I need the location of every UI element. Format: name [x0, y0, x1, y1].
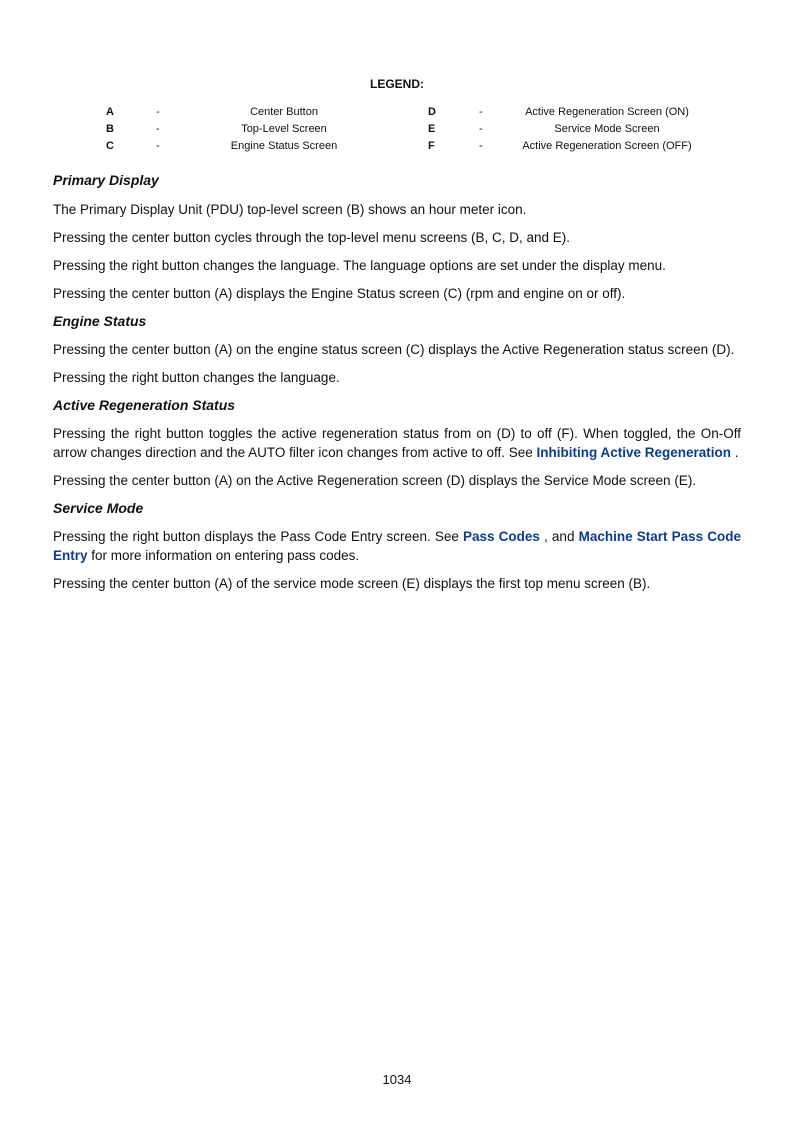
heading-service-mode: Service Mode [53, 500, 144, 516]
legend-letter: E [428, 123, 436, 135]
heading-engine-status: Engine Status [53, 313, 147, 329]
paragraph-text: Pressing the right button displays the Pass Code Entry screen. See [53, 529, 464, 544]
legend-letter: A [106, 106, 114, 118]
paragraph: Pressing the right button changes the language. [53, 370, 340, 385]
legend-dash: - [479, 140, 483, 152]
legend-dash: - [479, 123, 483, 135]
legend-title: LEGEND: [370, 77, 424, 91]
legend-description: Service Mode Screen [554, 123, 660, 135]
legend-dash: - [156, 106, 160, 118]
heading-primary-display: Primary Display [53, 172, 159, 188]
paragraph: The Primary Display Unit (PDU) top-level screen (B) shows an hour meter icon. [53, 202, 527, 217]
legend-dash: - [156, 140, 160, 152]
paragraph-text: for more information on entering pass codes. [87, 548, 360, 563]
paragraph: Pressing the center button (A) on the Active Regeneration screen (D) displays the Service Mode screen (E). [53, 473, 697, 488]
legend-description: Engine Status Screen [230, 140, 338, 152]
legend-letter: C [106, 140, 114, 152]
paragraph-text: . [731, 445, 739, 460]
legend-row [0, 123, 794, 139]
legend-letter: F [428, 140, 435, 152]
paragraph: Pressing the center button (A) displays the Engine Status screen (C) (rpm and engine on or off). [53, 286, 626, 301]
legend-dash: - [156, 123, 160, 135]
paragraph: Pressing the center button (A) of the service mode screen (E) displays the first top menu screen (B). [53, 576, 651, 591]
paragraph [53, 527, 741, 565]
paragraph-text: , and [539, 529, 579, 544]
legend-row [0, 140, 794, 156]
legend-dash: - [479, 106, 483, 118]
paragraph: Pressing the right button changes the language. The language options are set under the display menu. [53, 258, 666, 273]
link-pass-codes[interactable]: Pass Codes [463, 529, 540, 544]
legend-letter: B [106, 123, 114, 135]
document-body [53, 170, 741, 593]
paragraph [53, 424, 741, 462]
legend-description: Active Regeneration Screen (ON) [525, 106, 689, 118]
paragraph: Pressing the center button cycles through the top-level menu screens (B, C, D, and E). [53, 230, 571, 245]
legend-letter: D [428, 106, 436, 118]
legend-row [0, 106, 794, 122]
paragraph-text: Pressing the right button toggles the active regeneration status from on (D) to off (F). When toggled, the On-Off arrow changes direction and the AUTO filter icon changes from active to off. See [53, 426, 741, 460]
link-inhibiting-active-regeneration[interactable]: Inhibiting Active Regeneration [536, 445, 732, 460]
link-machine-start-pass-code-entry[interactable]: Machine Start Pass Code Entry [53, 529, 741, 563]
paragraph: Pressing the center button (A) on the engine status screen (C) displays the Active Regeneration status screen (D). [53, 342, 735, 357]
legend-description: Active Regeneration Screen (OFF) [522, 140, 692, 152]
page-number: 1034 [382, 1072, 412, 1087]
legend-description: Center Button [250, 106, 318, 118]
legend-description: Top-Level Screen [241, 123, 327, 135]
heading-active-regeneration-status: Active Regeneration Status [53, 397, 236, 413]
